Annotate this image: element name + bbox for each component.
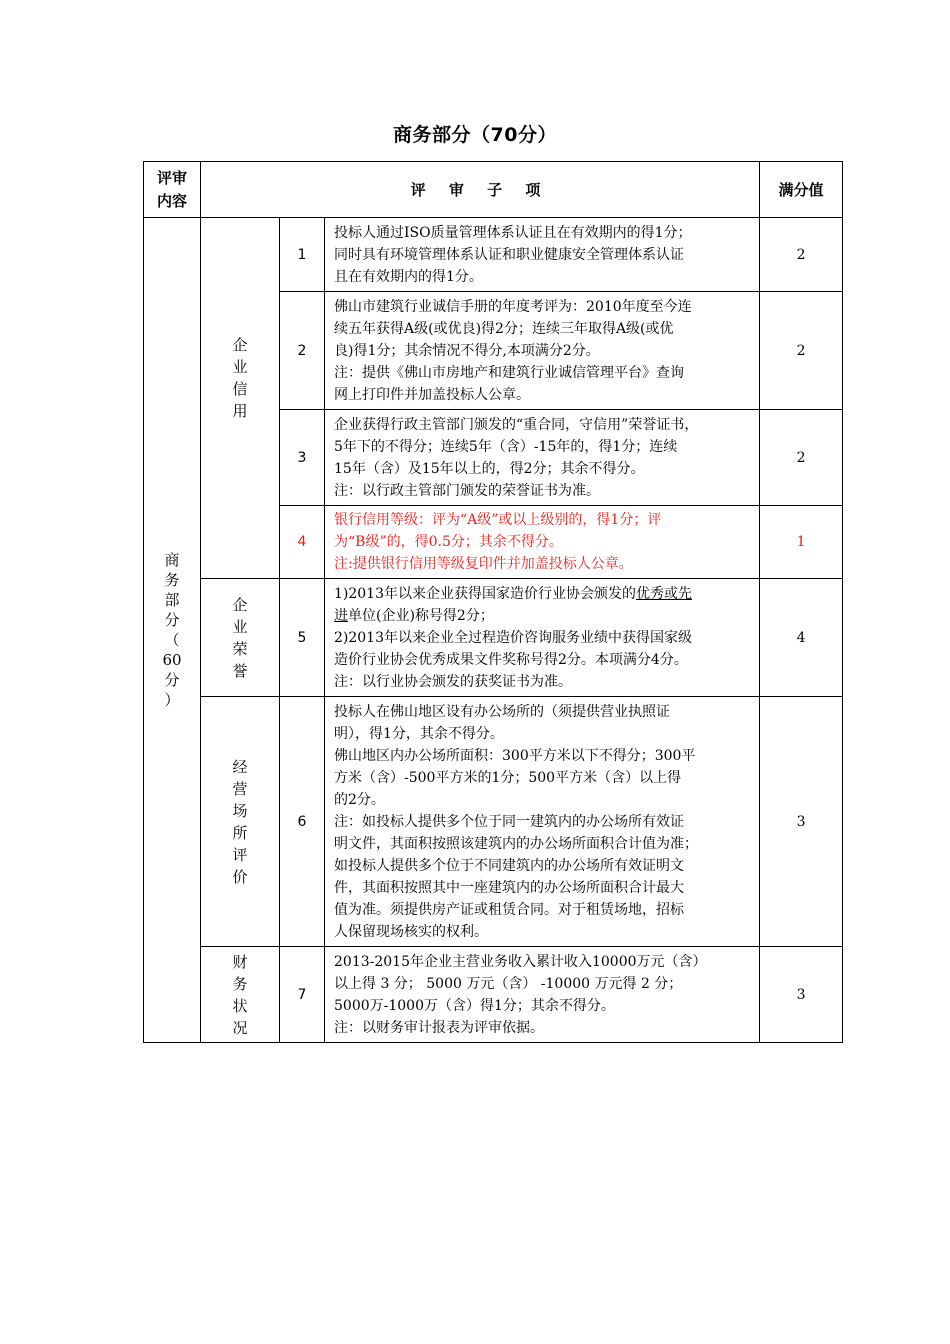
item-number: 7 [280, 947, 325, 1043]
item-score: 1 [760, 506, 843, 579]
header-row [144, 162, 843, 218]
item-description: 银行信用等级：评为“A级”或以上级别的，得1分；评 为“B级”的，得0.5分；其余不得分。 注:提供银行信用等级复印件并加盖投标人公章。 [325, 506, 760, 579]
table-row [144, 697, 843, 947]
item-score: 2 [760, 218, 843, 292]
item-number: 5 [280, 579, 325, 697]
group-label-credit: 企 业 信 用 [201, 218, 280, 579]
item-score: 3 [760, 697, 843, 947]
group-label-honor: 企 业 荣 誉 [201, 579, 280, 697]
item-score: 2 [760, 292, 843, 410]
item-score: 2 [760, 410, 843, 506]
item-score: 3 [760, 947, 843, 1043]
page-title: 商务部分（70分） [393, 124, 557, 146]
header-full-score: 满分值 [760, 162, 843, 218]
item-number: 1 [280, 218, 325, 292]
scoring-table [143, 161, 843, 1043]
item-description: 佛山市建筑行业诚信手册的年度考评为：2010年度至今连 续五年获得A级(或优良)得2分；连续三年取得A级(或优 良)得1分；其余情况不得分,本项满分2分。 注：提供《佛山市房地产和建筑行业诚信管理平台》查询 网上打印件并加盖投标人公章。 [325, 292, 760, 410]
item-description: 投标人通过ISO质量管理体系认证且在有效期内的得1分； 同时具有环境管理体系认证和职业健康安全管理体系认证 且在有效期内的得1分。 [325, 218, 760, 292]
item-score: 4 [760, 579, 843, 697]
item-number: 6 [280, 697, 325, 947]
item-number: 4 [280, 506, 325, 579]
item-description: 2013-2015年企业主营业务收入累计收入10000万元（含） 以上得 3 分； 5000 万元（含） -10000 万元得 2 分； 5000万-1000万（含）得1分；其余不得分。 注：以财务审计报表为评审依据。 [325, 947, 760, 1043]
group-label-finance: 财 务 状 况 [201, 947, 280, 1043]
item-number: 3 [280, 410, 325, 506]
section-label: 商 务 部 分 （ 60 分 ） [144, 218, 201, 1043]
header-category: 评审 内容 [144, 162, 201, 218]
table-row [144, 218, 843, 292]
item-description: 投标人在佛山地区设有办公场所的（须提供营业执照证 明），得1分，其余不得分。 佛山地区内办公场所面积：300平方米以下不得分；300平 方米（含）-500平方米的1分；500平方米（含）以上得 的2分。 注：如投标人提供多个位于同一建筑内的办公场所有效证 明文件，其面积按照该建筑内的办公场所面积合计值为准； 如投标人提供多个位于不同建筑内的办公场所有效证明文 件，其面积按照其中一座建筑内的办公场所面积合计最大 值为准。须提供房产证或租赁合同。对于租赁场地，招标 人保留现场核实的权利。 [325, 697, 760, 947]
item-description: 企业获得行政主管部门颁发的“重合同，守信用”荣誉证书， 5年下的不得分；连续5年（含）-15年的，得1分；连续 15年（含）及15年以上的，得2分；其余不得分。 注：以行政主管部门颁发的荣誉证书为准。 [325, 410, 760, 506]
table-row [144, 947, 843, 1043]
group-label-premises: 经 营 场 所 评 价 [201, 697, 280, 947]
table-row [144, 579, 843, 697]
item-number: 2 [280, 292, 325, 410]
item-description: 1)2013年以来企业获得国家造价行业协会颁发的优秀或先 进单位(企业)称号得2分； 2)2013年以来企业全过程造价咨询服务业绩中获得国家级 造价行业协会优秀成果文件奖称号得2分。本项满分4分。 注：以行业协会颁发的获奖证书为准。 [325, 579, 760, 697]
header-sub-items: 评 审 子 项 [201, 162, 760, 218]
